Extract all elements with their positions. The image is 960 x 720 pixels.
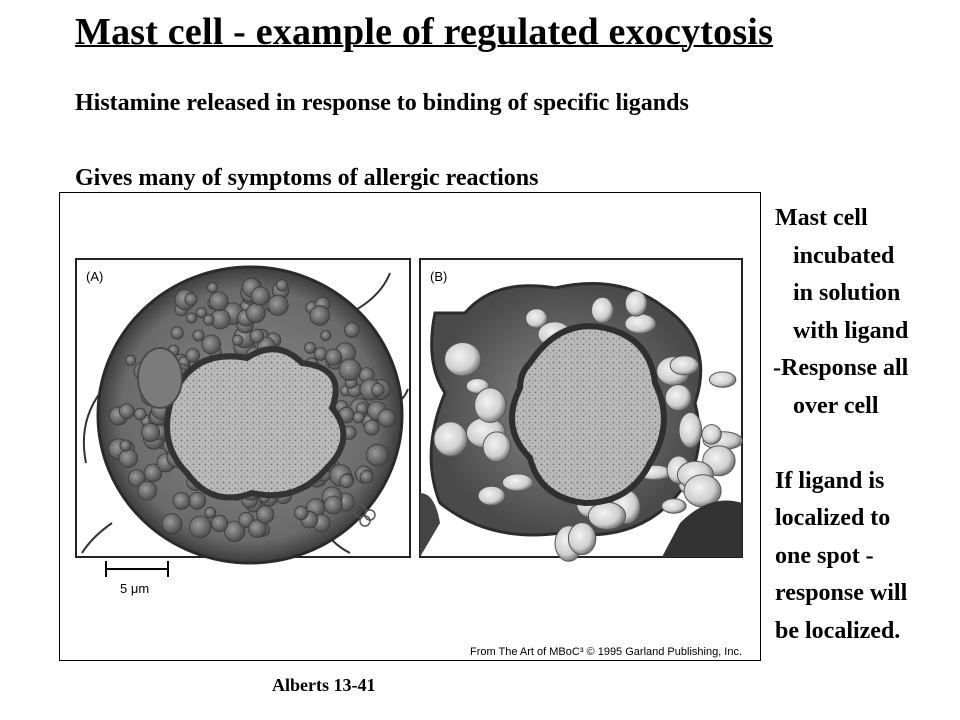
bullet-allergic: Gives many of symptoms of allergic reactions: [75, 165, 539, 191]
scale-bar-label: 5 μm: [120, 581, 150, 596]
panel-a: [76, 259, 410, 596]
side-line: Mast cell: [775, 205, 868, 231]
slide-title: Mast cell - example of regulated exocytosis: [75, 11, 774, 53]
side-line: with ligand: [793, 317, 909, 344]
side-line: in solution: [793, 280, 901, 306]
nucleus-b: [512, 326, 664, 503]
micrograph-figure: [59, 192, 761, 661]
side-line: be localized.: [775, 617, 901, 644]
side-line: over cell: [793, 392, 879, 419]
micrograph-svg: [60, 193, 760, 660]
panel-b-label: (B): [430, 269, 448, 284]
side-line: incubated: [793, 242, 895, 269]
side-line-spacer: [775, 425, 908, 463]
side-line: response will: [775, 580, 908, 606]
figure-copyright: From The Art of MBoC³ © 1995 Garland Publishing, Inc.: [470, 646, 743, 658]
side-line: -Response all: [773, 355, 909, 381]
side-line: localized to: [775, 505, 891, 531]
bullet-histamine: Histamine released in response to binding of specific ligands: [75, 90, 689, 116]
panel-a-label: (A): [86, 269, 104, 284]
nucleus-a: [167, 349, 343, 497]
citation: Alberts 13-41: [272, 675, 376, 695]
side-notes: [775, 200, 908, 650]
panel-b: [420, 259, 743, 561]
side-line: If ligand is: [775, 467, 885, 494]
side-line: one spot -: [775, 542, 874, 569]
